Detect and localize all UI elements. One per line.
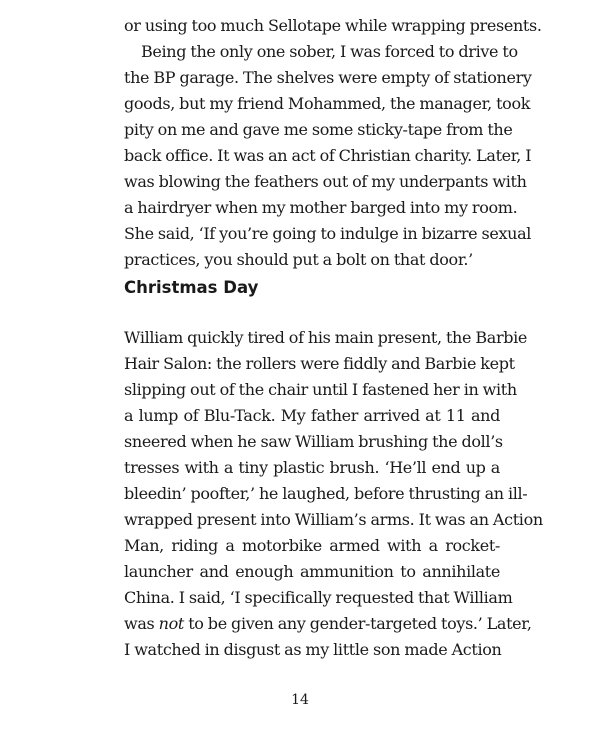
text-line: tresses with a tiny plastic brush. ‘He’ll end up a: [124, 458, 500, 477]
text-line: sneered when he saw William brushing the doll’s: [124, 432, 503, 451]
text-line: China. I said, ‘I specifically requested that William: [124, 588, 513, 607]
text-line: slipping out of the chair until I fastened her in with: [124, 380, 517, 399]
text-line: pity on me and gave me some sticky-tape from the: [124, 120, 513, 139]
text-line: launcher and enough ammunition to annihilate: [124, 562, 500, 581]
text-line: Being the only one sober, I was forced to drive to: [141, 42, 518, 61]
text-line: practices, you should put a bolt on that door.’: [124, 250, 473, 269]
text-line: back office. It was an act of Christian charity. Later, I: [124, 146, 532, 165]
text-line: a hairdryer when my mother barged into my room.: [124, 198, 518, 217]
text-line: Hair Salon: the rollers were fiddly and Barbie kept: [124, 354, 515, 373]
text-line: William quickly tired of his main present, the Barbie: [124, 328, 528, 347]
text-line-start: was: [124, 614, 159, 633]
text-line: was blowing the feathers out of my underpants with: [124, 172, 527, 191]
text-line: Man, riding a motorbike armed with a rocket-: [124, 536, 500, 555]
text-line: bleedin’ poofter,’ he laughed, before thrusting an ill-: [124, 484, 528, 503]
text-line: wrapped present into William’s arms. It was an Action: [124, 510, 543, 529]
text-line: [124, 611, 532, 637]
text-line: the BP garage. The shelves were empty of stationery: [124, 68, 532, 87]
section-heading: Christmas Day: [124, 278, 259, 297]
page-number: 14: [291, 692, 309, 708]
text-line: or using too much Sellotape while wrapping presents.: [124, 16, 542, 35]
text-line: a lump of Blu-Tack. My father arrived at 11 and: [124, 406, 500, 425]
text-line: I watched in disgust as my little son made Action: [124, 640, 502, 659]
text-line-end: to be given any gender-targeted toys.’ Later,: [183, 614, 532, 633]
text-line: goods, but my friend Mohammed, the manager, took: [124, 94, 531, 113]
text-line: She said, ‘If you’re going to indulge in bizarre sexual: [124, 224, 532, 243]
emphasis-word: not: [158, 614, 184, 633]
